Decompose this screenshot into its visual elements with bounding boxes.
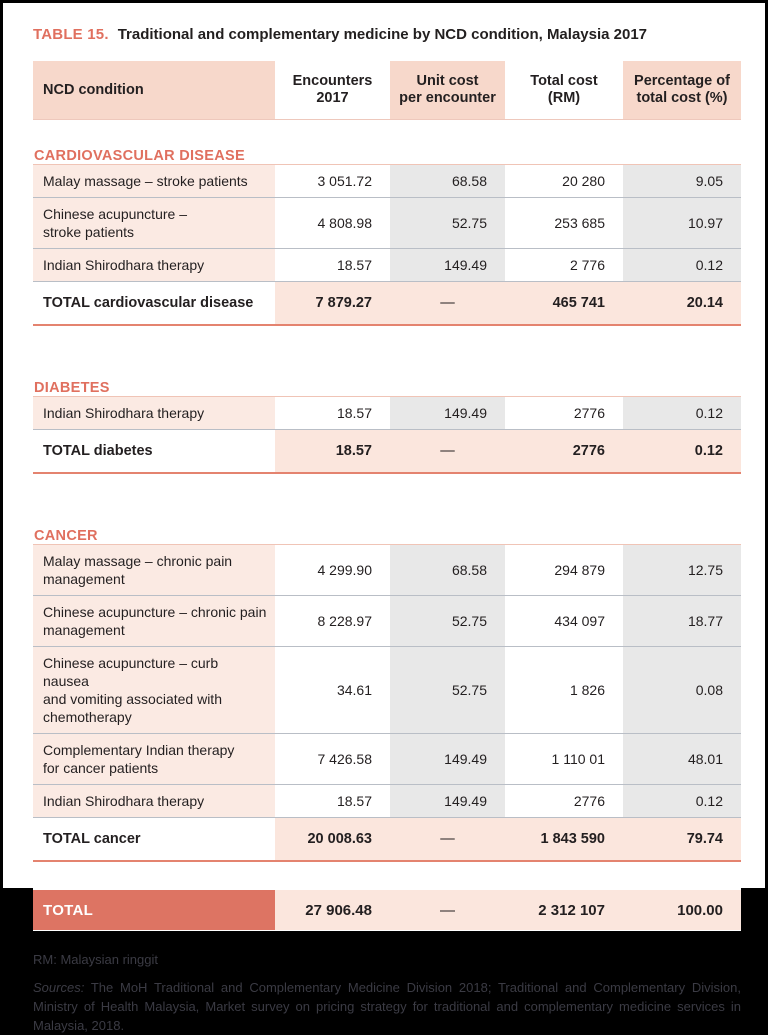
column-header-percentage-line2: total cost (%) — [636, 90, 728, 106]
cell-encounters: 4 299.90 — [275, 545, 390, 596]
cell-percentage: 0.12 — [623, 249, 741, 282]
row-label — [33, 596, 275, 647]
table-header-row — [33, 61, 741, 120]
subtotal-label-rest: cancer — [89, 831, 141, 847]
subtotal-label-rest: diabetes — [89, 443, 153, 459]
row-label — [33, 198, 275, 249]
subtotal-unit-cost: — — [390, 430, 505, 474]
row-label-line3: chemotherapy — [43, 709, 132, 725]
cell-encounters: 34.61 — [275, 647, 390, 734]
subtotal-total-cost: 1 843 590 — [505, 818, 623, 862]
table-footnotes — [33, 951, 741, 1035]
row-label-line1: Complementary Indian therapy — [43, 742, 235, 758]
section-header-row — [33, 120, 741, 165]
table-row — [33, 545, 741, 596]
subtotal-unit-cost: — — [390, 282, 505, 326]
spacer-cell — [33, 861, 741, 890]
column-header-unit-cost-line2: per encounter — [399, 90, 496, 106]
row-label-line2: and vomiting associated with — [43, 691, 222, 707]
subtotal-row-diabetes — [33, 430, 741, 474]
cell-unit-cost: 52.75 — [390, 647, 505, 734]
cell-unit-cost: 149.49 — [390, 249, 505, 282]
cell-total-cost: 2 776 — [505, 249, 623, 282]
table-row — [33, 734, 741, 785]
cell-percentage: 18.77 — [623, 596, 741, 647]
row-label: Malay massage – stroke patients — [33, 165, 275, 198]
column-header-total-cost-line2: (RM) — [547, 90, 581, 106]
cell-total-cost: 253 685 — [505, 198, 623, 249]
cell-unit-cost: 68.58 — [390, 545, 505, 596]
cell-unit-cost: 52.75 — [390, 596, 505, 647]
subtotal-label — [33, 282, 275, 326]
cell-encounters: 18.57 — [275, 785, 390, 818]
table-page — [3, 3, 765, 1033]
subtotal-label-bold: TOTAL — [43, 443, 90, 459]
cell-total-cost: 1 826 — [505, 647, 623, 734]
column-header-encounters — [275, 61, 390, 120]
cell-unit-cost: 149.49 — [390, 785, 505, 818]
cell-unit-cost: 52.75 — [390, 198, 505, 249]
table-row — [33, 785, 741, 818]
row-label-line1: Malay massage – chronic pain — [43, 553, 233, 569]
cell-unit-cost: 149.49 — [390, 397, 505, 430]
section-header-row — [33, 352, 741, 397]
subtotal-unit-cost: — — [390, 818, 505, 862]
column-header-percentage-line1: Percentage of — [634, 73, 730, 89]
spacer-cell — [33, 325, 741, 352]
ncd-cost-table — [33, 61, 741, 931]
sources-note — [33, 978, 741, 1035]
column-header-percentage — [623, 61, 741, 120]
grand-total-spacer — [33, 861, 741, 890]
row-label — [33, 734, 275, 785]
section-title-diabetes: DIABETES — [33, 352, 741, 397]
table-row — [33, 397, 741, 430]
row-label-line2: management — [43, 622, 125, 638]
cell-encounters: 18.57 — [275, 397, 390, 430]
grand-total-label: TOTAL — [33, 890, 275, 931]
subtotal-label-bold: TOTAL — [43, 295, 90, 311]
column-header-encounters-line2: 2017 — [316, 90, 349, 106]
grand-total-row — [33, 890, 741, 931]
column-header-total-cost — [505, 61, 623, 120]
cell-encounters: 3 051.72 — [275, 165, 390, 198]
row-label-line2: management — [43, 571, 125, 587]
row-label: Indian Shirodhara therapy — [33, 397, 275, 430]
grand-total-encounters: 27 906.48 — [275, 890, 390, 931]
subtotal-encounters: 7 879.27 — [275, 282, 390, 326]
subtotal-percentage: 79.74 — [623, 818, 741, 862]
row-label — [33, 545, 275, 596]
abbreviation-note: RM: Malaysian ringgit — [33, 952, 158, 967]
subtotal-label — [33, 430, 275, 474]
row-label-line1: Chinese acupuncture – curb nausea — [43, 655, 219, 689]
section-header-row — [33, 500, 741, 545]
cell-total-cost: 1 110 01 — [505, 734, 623, 785]
row-label: Indian Shirodhara therapy — [33, 249, 275, 282]
cell-unit-cost: 68.58 — [390, 165, 505, 198]
subtotal-row-cardiovascular-disease — [33, 282, 741, 326]
cell-unit-cost: 149.49 — [390, 734, 505, 785]
row-label-line2: stroke patients — [43, 224, 135, 240]
cell-total-cost: 294 879 — [505, 545, 623, 596]
cell-encounters: 4 808.98 — [275, 198, 390, 249]
cell-total-cost: 434 097 — [505, 596, 623, 647]
row-label-line1: Chinese acupuncture – — [43, 206, 187, 222]
subtotal-encounters: 18.57 — [275, 430, 390, 474]
grand-total-unit-cost: — — [390, 890, 505, 931]
cell-percentage: 0.12 — [623, 397, 741, 430]
table-row — [33, 249, 741, 282]
subtotal-percentage: 0.12 — [623, 430, 741, 474]
section-spacer — [33, 325, 741, 352]
column-header-unit-cost-line1: Unit cost — [416, 73, 479, 89]
cell-percentage: 0.08 — [623, 647, 741, 734]
cell-percentage: 9.05 — [623, 165, 741, 198]
row-label — [33, 647, 275, 734]
table-row — [33, 596, 741, 647]
column-header-ncd-condition: NCD condition — [33, 61, 275, 120]
page-title — [33, 3, 743, 45]
subtotal-row-cancer — [33, 818, 741, 862]
table-row — [33, 647, 741, 734]
subtotal-percentage: 20.14 — [623, 282, 741, 326]
table-number: TABLE 15. — [33, 26, 109, 43]
column-header-unit-cost — [390, 61, 505, 120]
cell-total-cost: 2776 — [505, 785, 623, 818]
column-header-total-cost-line1: Total cost — [530, 73, 598, 89]
row-label: Indian Shirodhara therapy — [33, 785, 275, 818]
grand-total-percentage: 100.00 — [623, 890, 741, 931]
cell-encounters: 8 228.97 — [275, 596, 390, 647]
spacer-cell — [33, 473, 741, 500]
section-spacer — [33, 473, 741, 500]
subtotal-encounters: 20 008.63 — [275, 818, 390, 862]
content-area — [33, 3, 743, 1035]
table-row — [33, 198, 741, 249]
cell-total-cost: 20 280 — [505, 165, 623, 198]
cell-total-cost: 2776 — [505, 397, 623, 430]
cell-percentage: 0.12 — [623, 785, 741, 818]
cell-encounters: 7 426.58 — [275, 734, 390, 785]
subtotal-total-cost: 2776 — [505, 430, 623, 474]
column-header-encounters-line1: Encounters — [292, 73, 373, 89]
grand-total-total-cost: 2 312 107 — [505, 890, 623, 931]
cell-percentage: 48.01 — [623, 734, 741, 785]
subtotal-label — [33, 818, 275, 862]
table-row — [33, 165, 741, 198]
cell-encounters: 18.57 — [275, 249, 390, 282]
subtotal-label-rest: cardiovascular disease — [89, 295, 254, 311]
subtotal-total-cost: 465 741 — [505, 282, 623, 326]
cell-percentage: 12.75 — [623, 545, 741, 596]
row-label-line1: Chinese acupuncture – chronic pain — [43, 604, 267, 620]
row-label-line2: for cancer patients — [43, 760, 159, 776]
table-title: Traditional and complementary medicine by NCD condition, Malaysia 2017 — [117, 26, 648, 43]
cell-percentage: 10.97 — [623, 198, 741, 249]
sources-label: Sources: — [33, 980, 85, 995]
sources-text: The MoH Traditional and Complementary Medicine Division 2018; Traditional and Complementary Division, Ministry of Health Malaysia, Market survey on pricing strategy for traditional and complementary medicine services in Malaysia, 2018. — [33, 980, 741, 1033]
section-title-cancer: CANCER — [33, 500, 741, 545]
subtotal-label-bold: TOTAL — [43, 831, 90, 847]
section-title-cardiovascular-disease: CARDIOVASCULAR DISEASE — [33, 120, 741, 165]
